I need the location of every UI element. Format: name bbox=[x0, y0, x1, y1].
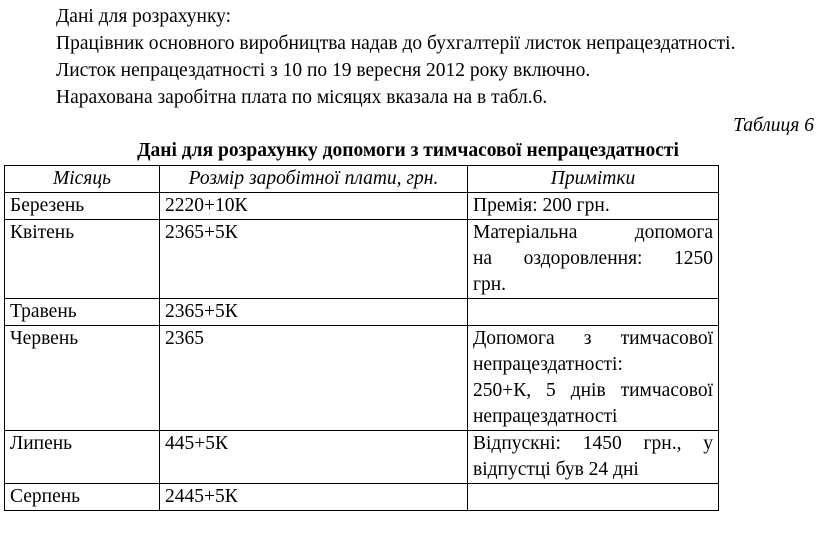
cell-note bbox=[468, 431, 719, 484]
note-line: Матеріальна допомога bbox=[473, 222, 713, 243]
note-line: непрацездатності: bbox=[473, 354, 623, 375]
table-header-row bbox=[5, 166, 719, 193]
cell-note bbox=[468, 326, 719, 431]
table-row bbox=[5, 299, 719, 326]
cell-salary: 2220+10К bbox=[160, 193, 468, 220]
salary-table bbox=[4, 165, 719, 511]
note-line: Відпускні: 1450 грн., у bbox=[473, 433, 713, 454]
cell-salary: 2365+5К bbox=[160, 220, 468, 299]
table-body bbox=[5, 193, 719, 511]
table-row bbox=[5, 484, 719, 511]
intro-line-1: Дані для розрахунку: bbox=[56, 6, 232, 27]
table-row bbox=[5, 220, 719, 299]
cell-month: Червень bbox=[5, 326, 160, 431]
cell-month: Квітень bbox=[5, 220, 160, 299]
cell-salary: 445+5К bbox=[160, 431, 468, 484]
cell-month: Липень bbox=[5, 431, 160, 484]
cell-month: Березень bbox=[5, 193, 160, 220]
cell-note bbox=[468, 484, 719, 511]
note-line: грн. bbox=[473, 274, 507, 295]
cell-note bbox=[468, 220, 719, 299]
cell-month: Серпень bbox=[5, 484, 160, 511]
note-line: 250+К, 5 днів тимчасової bbox=[473, 380, 713, 401]
table-row bbox=[5, 326, 719, 431]
cell-note bbox=[468, 299, 719, 326]
header-month: Місяць bbox=[5, 166, 160, 193]
note-line: Премія: 200 грн. bbox=[473, 195, 610, 216]
table-row bbox=[5, 193, 719, 220]
cell-note bbox=[468, 193, 719, 220]
note-line: на оздоровлення: 1250 bbox=[473, 248, 713, 269]
cell-salary: 2365 bbox=[160, 326, 468, 431]
header-notes: Примітки bbox=[468, 166, 719, 193]
table-label: Таблиця 6 bbox=[733, 115, 814, 136]
note-line: непрацездатності bbox=[473, 406, 618, 427]
intro-line-4: Нарахована заробітна плата по місяцях вказала на в табл.6. bbox=[56, 87, 548, 108]
intro-line-3: Листок непрацездатності з 10 по 19 вересня 2012 року включно. bbox=[56, 60, 591, 81]
note-line: відпустці був 24 дні bbox=[473, 459, 639, 480]
note-line: Допомога з тимчасової bbox=[473, 328, 713, 349]
cell-month: Травень bbox=[5, 299, 160, 326]
cell-salary: 2445+5К bbox=[160, 484, 468, 511]
header-salary: Розмір заробітної плати, грн. bbox=[160, 166, 468, 193]
table-row bbox=[5, 431, 719, 484]
table-title: Дані для розрахунку допомоги з тимчасової непрацездатності bbox=[137, 140, 679, 161]
intro-line-2: Працівник основного виробництва надав до бухгалтерії листок непрацездатності. bbox=[56, 33, 736, 54]
cell-salary: 2365+5К bbox=[160, 299, 468, 326]
